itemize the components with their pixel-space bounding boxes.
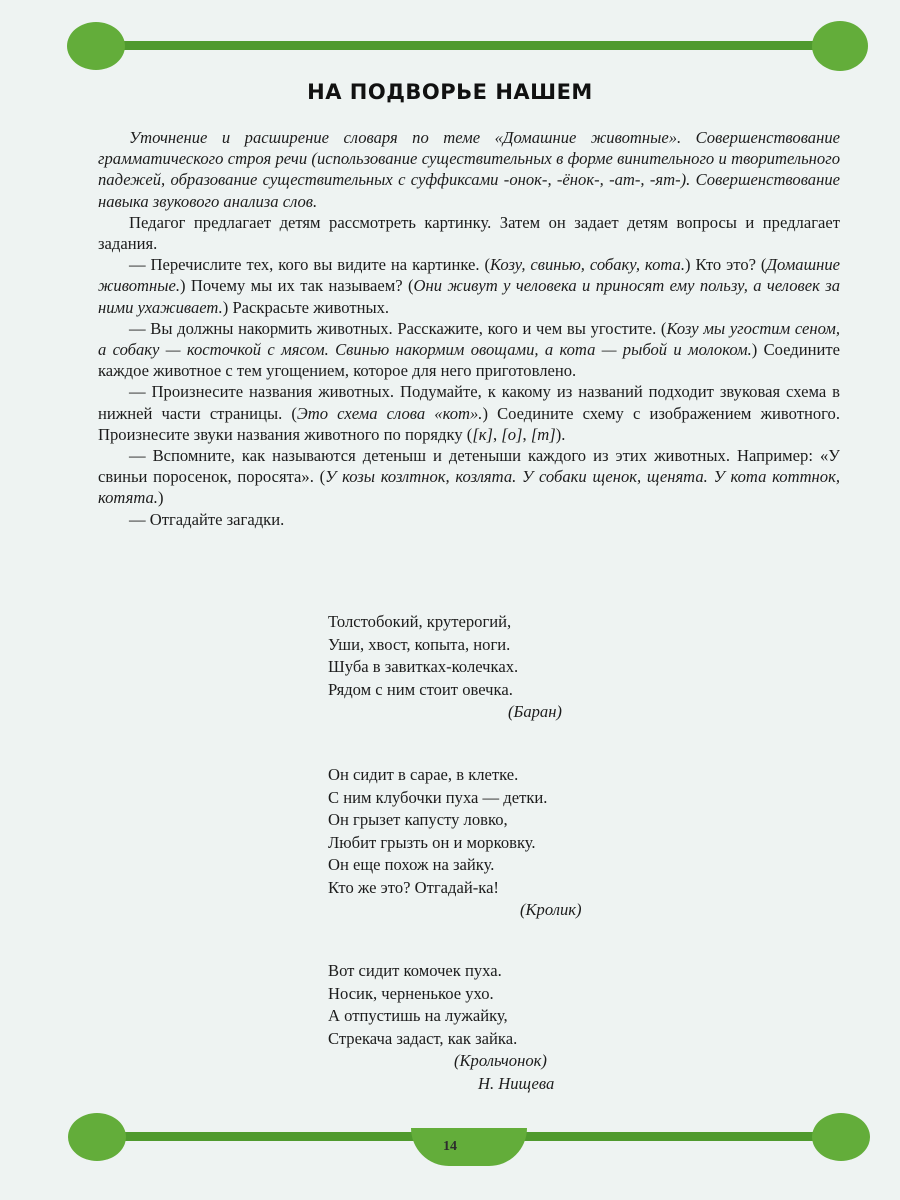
paragraph bbox=[98, 212, 840, 254]
text-run: ) Соедините схему с изображением животного. Произнесите звуки названия животного по порядку ( bbox=[98, 403, 840, 444]
paragraph bbox=[98, 254, 840, 318]
instruction-text bbox=[98, 127, 840, 530]
riddle-answer: (Баран) bbox=[508, 702, 562, 721]
riddle-line: А отпустишь на лужайку, bbox=[328, 1006, 508, 1025]
top-left-ornament bbox=[67, 22, 125, 70]
text-run: ). bbox=[555, 424, 566, 444]
text-run: ) Раскрасьте животных. bbox=[222, 297, 390, 317]
text-run: — Перечислите тех, кого вы видите на картинке. ( bbox=[129, 255, 490, 275]
riddle-line: Он грызет капусту ловко, bbox=[328, 810, 508, 829]
page-title: НА ПОДВОРЬЕ НАШЕМ bbox=[307, 80, 593, 104]
riddle-line: Носик, черненькое ухо. bbox=[328, 983, 494, 1003]
riddle-line: Он еще похож на зайку. bbox=[328, 855, 495, 874]
italic-text: [к] bbox=[472, 424, 493, 444]
text-run: Педагог предлагает детям рассмотреть картинку. Затем он задает детям вопросы и предлагает задания. bbox=[98, 212, 840, 254]
italic-text: [о] bbox=[501, 424, 523, 444]
riddle-line: Он сидит в сарае, в клетке. bbox=[328, 765, 519, 784]
riddle-author: Н. Нищева bbox=[478, 1073, 555, 1093]
top-right-ornament bbox=[812, 21, 868, 71]
paragraph bbox=[98, 318, 840, 382]
text-run: — Вы должны накормить животных. Расскажите, кого и чем вы угостите. ( bbox=[129, 318, 667, 338]
italic-text: Они живут у человека и приносят ему пользу, а человек за ними ухаживает. bbox=[98, 276, 841, 317]
text-run: — Произнесите названия животных. Подумайте, к какому из названий подходит звуковая схема в нижней части страницы. ( bbox=[98, 382, 840, 423]
italic-text: [т] bbox=[530, 424, 556, 444]
riddle-answer: (Кролик) bbox=[520, 900, 582, 919]
paragraph bbox=[98, 445, 840, 509]
top-rule bbox=[100, 41, 825, 50]
text-run: — Отгадайте загадки. bbox=[129, 509, 285, 529]
page-number: 14 bbox=[443, 1139, 457, 1154]
riddle-line: Уши, хвост, копыта, ноги. bbox=[328, 634, 511, 654]
text-run: ) bbox=[157, 488, 164, 508]
text-run: , bbox=[522, 424, 531, 444]
riddle-line: Рядом с ним стоит овечка. bbox=[328, 679, 513, 699]
italic-text: Домашние животные. bbox=[98, 255, 840, 296]
text-run: , bbox=[493, 424, 502, 444]
italic-text: Уточнение и расширение словаря по теме «Домашние животные». Совершенствование грамматического строя речи (использование существительных в форме винительного и творительного падежей, образование существительных с суффиксами -онок-, -ёнок-, -ат-, -ят-). Совершенствование навыка звукового анализа слов. bbox=[98, 128, 840, 211]
text-run: ) Почему мы их так называем? ( bbox=[179, 276, 414, 296]
riddle-line: Толстобокий, крутерогий, bbox=[328, 612, 512, 631]
riddle-sheep bbox=[328, 611, 562, 724]
riddle-bunny bbox=[328, 960, 554, 1095]
riddle-line: Вот сидит комочек пуха. bbox=[328, 961, 502, 980]
paragraph bbox=[98, 509, 840, 530]
riddle-line: Стрекача задаст, как зайка. bbox=[328, 1028, 518, 1048]
text-run: — Вспомните, как называются детеныш и детеныши каждого из этих животных. Например: «У свиньи поросенок, поросята». ( bbox=[98, 446, 840, 487]
riddle-line: Любит грызть он и морковку. bbox=[328, 832, 536, 852]
italic-text: Это схема слова «кот». bbox=[296, 403, 483, 423]
riddle-line: С ним клубочки пуха — детки. bbox=[328, 787, 548, 807]
riddle-line: Шуба в завитках-колечках. bbox=[328, 657, 519, 676]
riddle-line: Кто же это? Отгадай-ка! bbox=[328, 877, 499, 897]
riddle-answer: (Крольчонок) bbox=[454, 1051, 547, 1070]
italic-text: Козу мы угостим сеном, а собаку — косточкой с мясом. Свинью накормим овощами, а кота — рыбой и молоком. bbox=[98, 318, 841, 360]
text-run: ) Кто это? ( bbox=[685, 255, 767, 275]
italic-text: У козы козлтнок, козлята. У собаки щенок, щенята. У кота коттнок, котята. bbox=[98, 467, 840, 508]
paragraph bbox=[98, 381, 840, 445]
italic-text: Козу, свинью, собаку, кота. bbox=[489, 255, 685, 275]
text-run: ) Соедините каждое животное с тем угощением, которое для него приготовлено. bbox=[98, 340, 840, 381]
riddle-rabbit bbox=[328, 764, 582, 922]
paragraph bbox=[98, 127, 840, 212]
